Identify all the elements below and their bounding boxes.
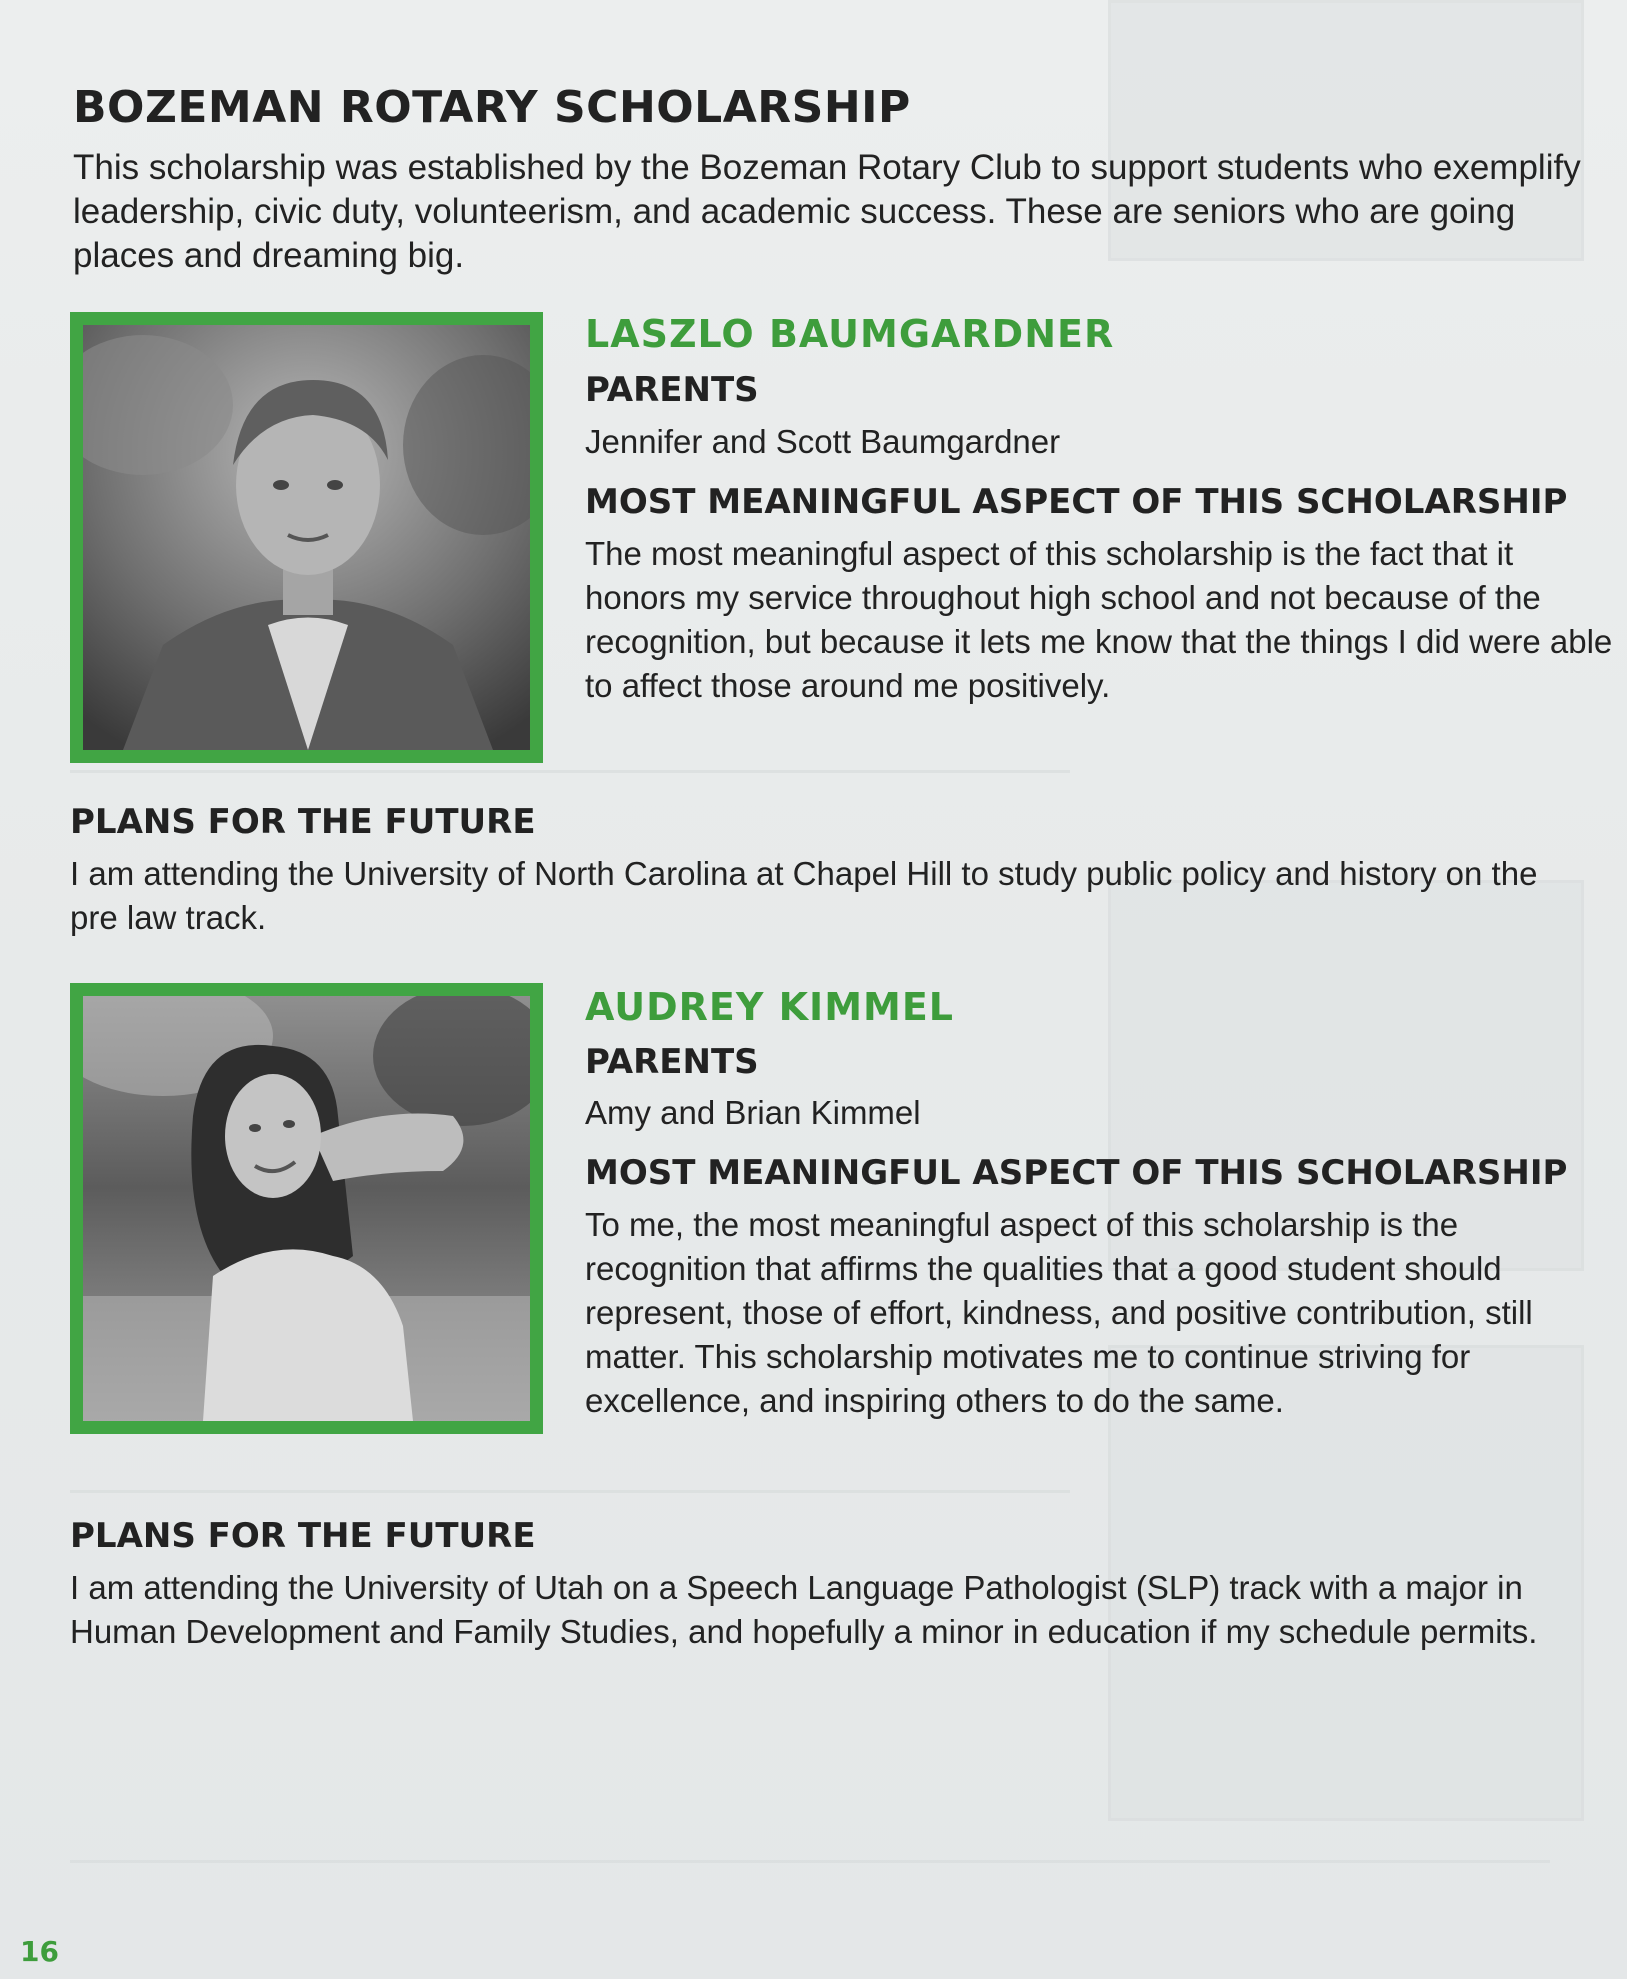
scholarship-description: This scholarship was established by the Bozeman Rotary Club to support students who exemplify leadership, civic duty, volunteerism, and academic success. These are seniors who are going places and dreaming big.: [73, 148, 1581, 275]
recipient-photo-audrey: [83, 996, 530, 1421]
plans-text: I am attending the University of Utah on a Speech Language Pathologist (SLP) track with a major in Human Development and Family Studies, and hopefully a minor in education if my schedule permits.: [70, 1569, 1538, 1650]
page-number: 16: [20, 1935, 59, 1968]
show-through-line: [70, 1490, 1070, 1493]
parents-names: Amy and Brian Kimmel: [585, 1094, 921, 1131]
scholarship-title: BOZEMAN ROTARY SCHOLARSHIP: [73, 82, 911, 133]
meaningful-text: To me, the most meaningful aspect of this scholarship is the recognition that affirms the qualities that a good student should represent, those of effort, kindness, and positive contribution, still matter. This scholarship motivates me to continue striving for excellence, and inspiring others to do the same.: [585, 1206, 1533, 1419]
recipient-photo-frame: [70, 983, 543, 1434]
recipient-name: AUDREY KIMMEL: [585, 985, 954, 1029]
plans-label: PLANS FOR THE FUTURE: [70, 802, 536, 842]
parents-label: PARENTS: [585, 370, 759, 410]
parents-names: Jennifer and Scott Baumgardner: [585, 423, 1061, 460]
meaningful-label: MOST MEANINGFUL ASPECT OF THIS SCHOLARSHIP: [585, 482, 1568, 522]
portrait-image: [83, 996, 530, 1421]
parents-label: PARENTS: [585, 1042, 759, 1082]
meaningful-label: MOST MEANINGFUL ASPECT OF THIS SCHOLARSHIP: [585, 1153, 1568, 1193]
show-through-line: [70, 770, 1070, 773]
show-through-line: [70, 1860, 1550, 1863]
portrait-image: [83, 325, 530, 750]
recipient-photo-laszlo: [83, 325, 530, 750]
recipient-photo-frame: [70, 312, 543, 763]
meaningful-text: The most meaningful aspect of this scholarship is the fact that it honors my service throughout high school and not because of the recognition, but because it lets me know that the things I did were able to affect those around me positively.: [585, 535, 1613, 704]
plans-text: I am attending the University of North Carolina at Chapel Hill to study public policy and history on the pre law track.: [70, 855, 1538, 936]
recipient-name: LASZLO BAUMGARDNER: [585, 312, 1115, 356]
plans-label: PLANS FOR THE FUTURE: [70, 1516, 536, 1556]
